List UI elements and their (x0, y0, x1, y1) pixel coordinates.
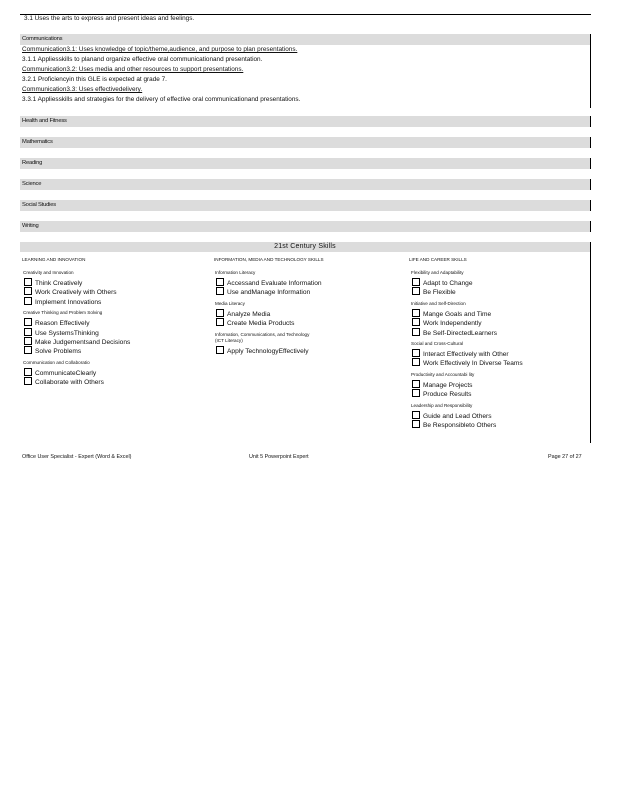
footer-center: Unit 5 Powerpoint Expert (249, 454, 309, 460)
checkbox[interactable] (412, 389, 420, 397)
skill-label: Produce Results (423, 391, 472, 399)
skill-group-label: (ICT Literacy) (215, 337, 243, 343)
subject-label: Health and Fitness (22, 118, 67, 124)
skill-checkbox-row[interactable] (412, 287, 456, 297)
footer-right: Page 27 of 27 (548, 454, 582, 460)
subject-band-social-studies (20, 200, 591, 211)
checkbox[interactable] (412, 328, 420, 336)
checkbox[interactable] (412, 358, 420, 366)
column-heading-learning: LEARNING AND INNOVATION (22, 257, 86, 262)
subject-band-mathematics (20, 137, 591, 148)
skill-checkbox-row[interactable] (24, 377, 104, 387)
skill-label: Apply TechnologyEffectively (227, 347, 309, 355)
subject-band-reading (20, 158, 591, 169)
skill-label: Work Creatively with Others (35, 289, 117, 297)
column-heading-information: INFORMATION, MEDIA AND TECHNOLOGY SKILLS (214, 257, 324, 262)
checkbox[interactable] (24, 328, 32, 336)
skill-checkbox-row[interactable] (412, 389, 471, 399)
skill-label: Create Media Products (227, 320, 295, 328)
skill-label: Be Flexible (423, 289, 456, 297)
subject-band-writing (20, 221, 591, 232)
skill-label: Make Judgementsand Decisions (35, 339, 131, 346)
communication-line: 3.2.1 Proficiencyin this GLE is expected at grade 7. (22, 76, 167, 83)
subject-label: Mathematics (22, 139, 53, 145)
column-heading-life-career: LIFE AND CAREER SKILLS (409, 257, 467, 262)
skill-label: Use andManage Information (227, 289, 311, 297)
communication-line: Communication3.2: Uses media and other resources to support presentations. (22, 66, 244, 73)
checkbox[interactable] (216, 278, 224, 286)
checkbox[interactable] (24, 297, 32, 305)
skills-header (20, 242, 591, 252)
skill-label: Implement Innovations (35, 298, 102, 306)
communication-line: 3.3.1 Appliesskills and strategies for the delivery of effective oral communicationand presentations. (22, 96, 301, 103)
skill-group-label: Information, Communications, and Technology (215, 331, 310, 337)
communication-line: Communication3.1: Uses knowledge of topic/theme,audience, and purpose to plan presentations. (22, 46, 298, 53)
skill-group-label: Productivity and Accountabi lity (411, 371, 475, 377)
checkbox[interactable] (216, 346, 224, 354)
skill-checkbox-row[interactable] (412, 420, 496, 430)
checkbox[interactable] (412, 287, 420, 295)
checkbox[interactable] (24, 337, 32, 345)
checkbox[interactable] (216, 309, 224, 317)
checkbox[interactable] (412, 420, 420, 428)
skill-label: Manage Projects (423, 381, 473, 389)
checkbox[interactable] (24, 287, 32, 295)
checkbox[interactable] (216, 287, 224, 295)
skill-checkbox-row[interactable] (216, 287, 310, 297)
checkbox[interactable] (412, 380, 420, 388)
footer-left: Office User Specialist - Expert (Word & Excel) (22, 454, 132, 460)
subject-label: Social Studies (22, 202, 56, 208)
checkbox[interactable] (412, 349, 420, 357)
checkbox[interactable] (412, 411, 420, 419)
subject-label: Reading (22, 160, 43, 166)
skill-group-label: Creative Thinking and Problem Solving (23, 310, 103, 316)
checkbox[interactable] (24, 318, 32, 326)
checkbox[interactable] (24, 278, 32, 286)
skill-label: Be Responsibleto Others (423, 422, 497, 429)
skill-group-label: Social and Cross-Cultural (411, 341, 464, 346)
arts-standard-line: 3.1 Uses the arts to express and present ideas and feelings. (24, 15, 195, 22)
subject-band-science (20, 179, 591, 190)
skill-label: Analyze Media (227, 310, 271, 318)
skills-title: 21st Century Skills (274, 243, 336, 250)
checkbox[interactable] (24, 377, 32, 385)
checkbox[interactable] (412, 318, 420, 326)
skill-label: Think Creatively (35, 280, 83, 287)
skill-label: Accessand Evaluate Information (227, 280, 322, 287)
skill-group-label: Media Literacy (215, 300, 245, 306)
checkbox[interactable] (412, 309, 420, 317)
checkbox[interactable] (24, 368, 32, 376)
skill-label: CommunicateClearly (35, 369, 97, 377)
skill-group-label: Communication and Collaboratio (23, 359, 90, 365)
subject-band-health-fitness (20, 116, 591, 127)
checkbox[interactable] (24, 346, 32, 354)
checkbox[interactable] (412, 278, 420, 286)
subject-label: Writing (22, 223, 39, 229)
skill-checkbox-row[interactable] (24, 297, 101, 307)
skill-label: Interact Effectively with Other (423, 351, 509, 358)
skill-checkbox-row[interactable] (24, 346, 81, 356)
communications-header (20, 34, 591, 45)
skill-label: Reason Effectively (35, 320, 90, 328)
skill-label: Use SystemsThinking (35, 329, 99, 337)
checkbox[interactable] (216, 318, 224, 326)
skill-label: Collaborate with Others (35, 379, 104, 387)
communication-line: Communication3.3: Uses effectivedelivery. (22, 86, 143, 93)
skill-checkbox-row[interactable] (216, 318, 294, 328)
skill-label: Solve Problems (35, 348, 82, 356)
communication-line: 3.1.1 Appliesskills to planand organize effective oral communicationand presentation. (22, 56, 263, 63)
skill-checkbox-row[interactable] (412, 328, 497, 338)
skill-label: Be Self-DirectedLearners (423, 329, 498, 337)
skill-group-label: Leadership and Responsibility (411, 402, 473, 408)
skill-label: Guide and Lead Others (423, 412, 492, 420)
skill-group-label: Initiative and Self-Direction (411, 300, 466, 306)
communications-title: Communications (22, 36, 63, 42)
skill-checkbox-row[interactable] (216, 346, 309, 356)
skill-group-label: Creativity and Innovation (23, 270, 74, 275)
skill-label: Work Independently (423, 320, 482, 328)
skill-checkbox-row[interactable] (412, 358, 523, 368)
skill-group-label: Information Literacy (215, 270, 256, 275)
skill-group-label: Flexibility and Adaptability (411, 270, 464, 275)
skill-label: Mange Goals and Time (423, 310, 492, 318)
skill-label: Work Effectively In Diverse Teams (423, 360, 523, 368)
subject-label: Science (22, 181, 42, 187)
skill-label: Adapt to Change (423, 280, 473, 287)
